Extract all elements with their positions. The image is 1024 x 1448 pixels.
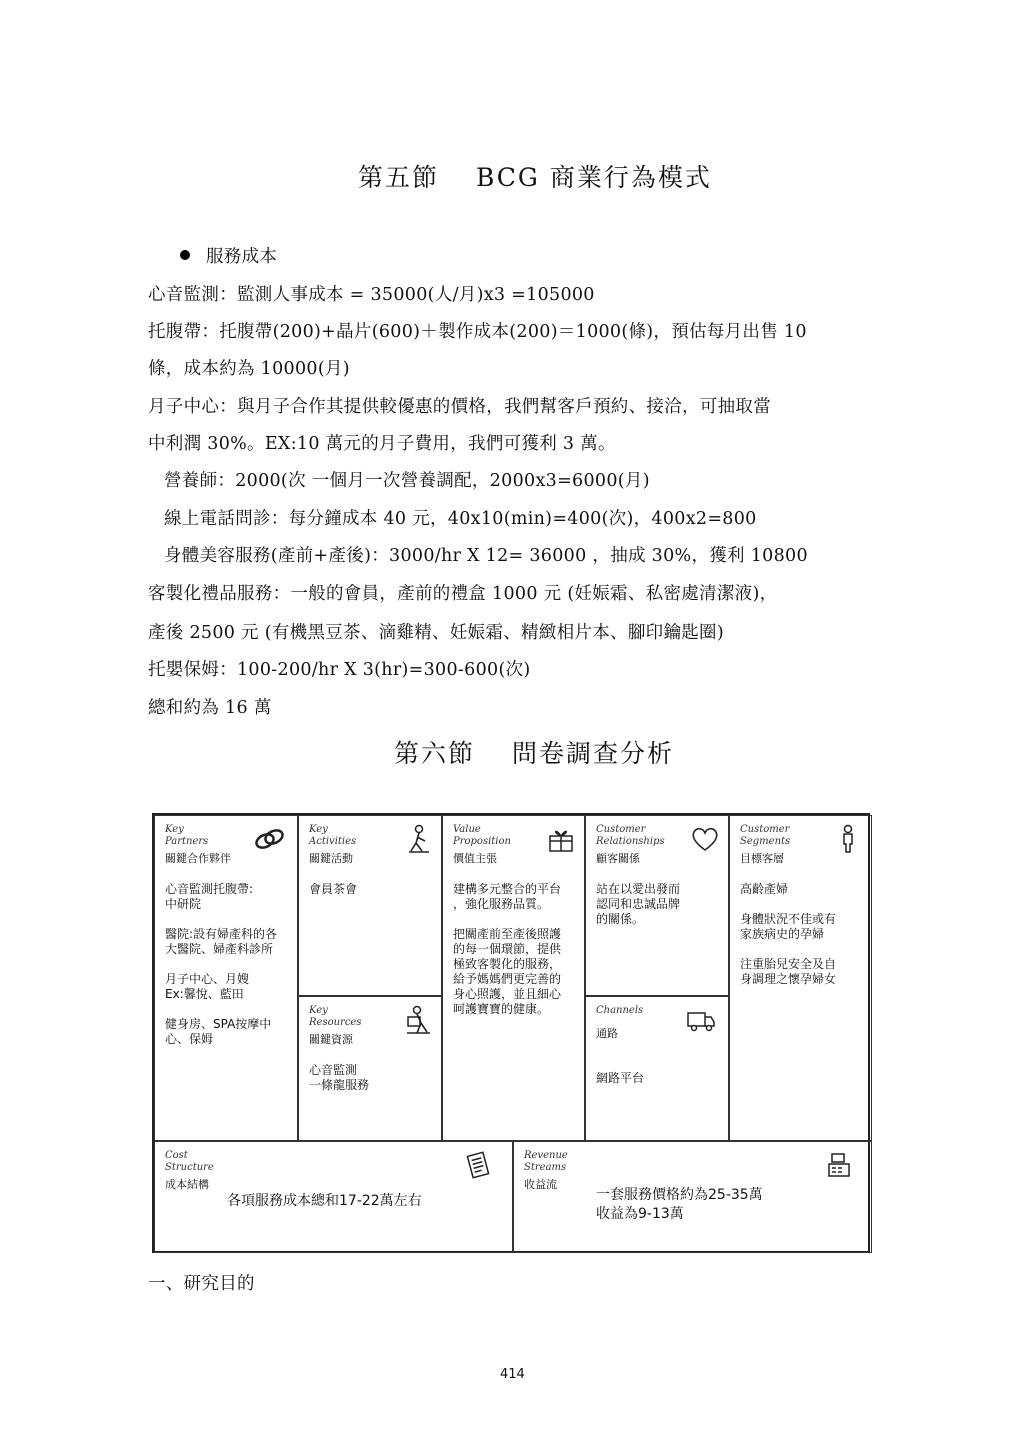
- key-resources-body: 心音監測 一條龍服務: [309, 1063, 370, 1092]
- key-activities-zh-label: 關鍵活動: [309, 852, 353, 865]
- channels-body: 網路平台: [596, 1071, 645, 1085]
- customer-segments-block: [729, 815, 872, 1141]
- customer-segments-body: 高齡產婦 身體狀況不佳或有 家族病史的孕婦 注重胎兒安全及自 身調理之懷孕婦女: [740, 882, 837, 986]
- value-proposition-body: 建構多元整合的平台 ，強化服務品質。 把關產前至產後照護 的每一個環節，提供 極致客製化的服務， 給予媽媽們更完善的 身心照護，並且細心 呵護寶寶的健康。: [453, 882, 562, 1016]
- cost-line: 產後 2500 元 (有機黑豆茶、滴雞精、妊娠霜、精緻相片本、腳印鑰匙圈): [148, 623, 724, 643]
- receipt-icon: [460, 1150, 498, 1180]
- customer-segments-en-label: Customer Segments: [740, 824, 791, 847]
- cost-line: 月子中心：與月子合作其提供較優惠的價格，我們幫客戶預約、接洽，可抽取當: [148, 397, 771, 417]
- cost-line: 心音監測：監測人事成本 = 35000(人/月)x3 =105000: [148, 285, 595, 305]
- research-purpose-heading: 一、研究目的: [148, 1274, 255, 1294]
- section-5-title: 第五節 BCG 商業行為模式: [358, 163, 712, 192]
- cost-line: 線上電話問診：每分鐘成本 40 元，40x10(min)=400(次)，400x2=800: [164, 509, 757, 529]
- chain-links-icon: [249, 824, 289, 854]
- delivery-truck-icon: [682, 1005, 720, 1035]
- customer-relationships-zh-label: 顧客關係: [596, 852, 640, 865]
- key-activities-block: [298, 815, 442, 996]
- cash-register-icon: [821, 1150, 857, 1180]
- cost-line: 客製化禮品服務：一般的會員，產前的禮盒 1000 元 (妊娠霜、私密處清潔液)，: [148, 584, 778, 604]
- cost-structure-block: [154, 1141, 513, 1253]
- key-activities-en-label: Key Activities: [309, 824, 357, 847]
- cost-line: 營養師：2000(次 一個月一次營養調配，2000x3=6000(月): [164, 471, 650, 491]
- channels-en-label: Channels: [596, 1005, 644, 1016]
- cost-structure-body: 各項服務成本總和17-22萬左右: [227, 1193, 422, 1209]
- revenue-streams-en-label: Revenue Streams: [524, 1150, 568, 1173]
- customer-relationships-body: 站在以愛出發而 認同和忠誠品牌 的關係。: [596, 882, 681, 926]
- key-resources-block: [298, 996, 442, 1141]
- key-partners-en-label: Key Partners: [165, 824, 209, 847]
- cost-line: 托腹帶：托腹帶(200)+晶片(600)＋製作成本(200)＝1000(條)，預估每月出售 10: [148, 322, 807, 342]
- heart-icon: [690, 824, 720, 854]
- cost-line: 身體美容服務(產前+產後)：3000/hr X 12= 36000 ，抽成 30%，獲利 10800: [164, 546, 808, 566]
- bullet-dot: [180, 250, 190, 260]
- revenue-streams-zh-label: 收益流: [524, 1178, 557, 1191]
- cost-structure-zh-label: 成本結構: [165, 1178, 209, 1191]
- cost-line: 總和約為 16 萬: [148, 698, 272, 718]
- cost-line: 托嬰保姆：100-200/hr X 3(hr)=300-600(次): [148, 660, 531, 680]
- business-model-canvas: [152, 813, 870, 1253]
- key-resources-zh-label: 關鍵資源: [309, 1033, 353, 1046]
- key-partners-block: [154, 815, 298, 1141]
- channels-block: [585, 996, 729, 1141]
- customer-segments-zh-label: 目標客層: [740, 852, 784, 865]
- cost-structure-en-label: Cost Structure: [165, 1150, 214, 1173]
- page-number: 414: [500, 1367, 525, 1382]
- key-activities-body: 會員茶會: [309, 882, 358, 896]
- customer-relationships-block: [585, 815, 729, 996]
- bullet-item-service-cost: 服務成本: [206, 247, 278, 267]
- section-6-title: 第六節 問卷調查分析: [394, 739, 674, 768]
- value-proposition-zh-label: 價值主張: [453, 852, 497, 865]
- worker-lifting-box-icon: [403, 1005, 433, 1035]
- revenue-streams-body: 一套服務價格約為25-35萬 收益為9-13萬: [596, 1187, 763, 1222]
- person-icon: [833, 824, 863, 854]
- worker-icon: [403, 824, 433, 854]
- channels-zh-label: 通路: [596, 1027, 618, 1040]
- cost-line: 條，成本約為 10000(月): [148, 359, 350, 379]
- key-resources-en-label: Key Resources: [309, 1005, 362, 1028]
- customer-relationships-en-label: Customer Relationships: [596, 824, 665, 847]
- gift-stack-icon: [546, 824, 576, 854]
- value-proposition-block: [442, 815, 585, 1141]
- value-proposition-en-label: Value Proposition: [453, 824, 511, 847]
- key-partners-body: 心音監測托腹帶: 中研院 醫院:設有婦產科的各 大醫院、婦產科診所 月子中心、月嫂 Ex:馨悅、藍田 健身房、SPA按摩中 心、保姆: [165, 882, 278, 1046]
- cost-line: 中利潤 30%。EX:10 萬元的月子費用，我們可獲利 3 萬。: [148, 434, 616, 454]
- revenue-streams-block: [513, 1141, 872, 1253]
- key-partners-zh-label: 關鍵合作夥伴: [165, 852, 231, 865]
